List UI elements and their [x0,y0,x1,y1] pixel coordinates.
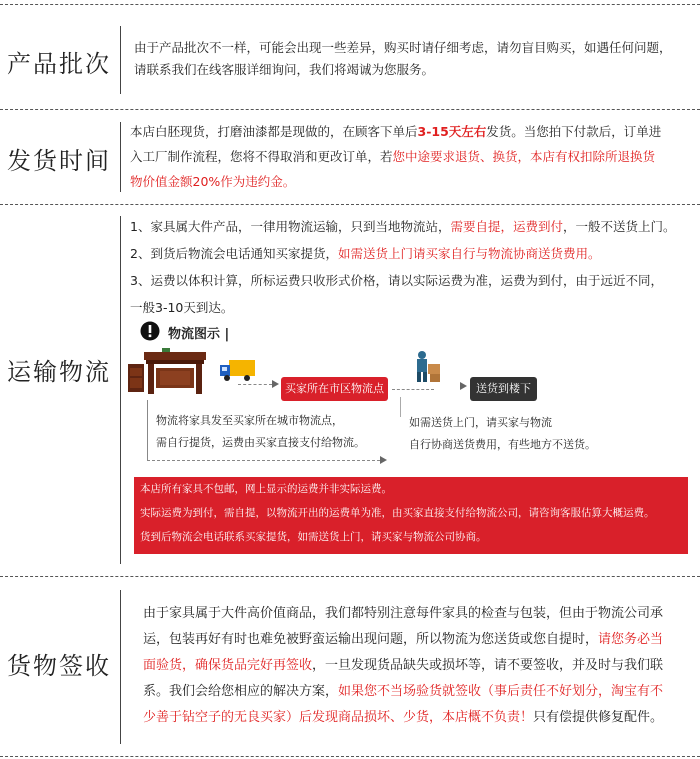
bracket-line [400,397,401,417]
furniture-image [126,346,210,400]
text-line [140,501,688,525]
section-label-batch: 产品批次 [7,50,111,78]
highlight-segment: 如果您不当场验货就签收（事后责任不好划分，淘宝有不 [338,684,664,699]
text-line [130,144,695,169]
text-line [130,119,695,144]
signing-paragraph [143,601,693,731]
arrow-head [380,456,387,464]
highlight-segment: 您中途要求退货、换货，本店有权扣除所退换货 [392,149,656,164]
text-segment: ，一旦发现货品缺失或损坏等，请不要签收，并及时与我们联 [312,658,664,673]
divider [120,122,121,192]
text-segment: 请联系我们在线客服详细询问，我们将竭诚为您服务。 [134,62,435,77]
text-segment: 发货。当您拍下付款后，订单进 [486,124,662,139]
text-line [143,679,693,705]
section-label-logistics: 运输物流 [7,358,111,386]
highlight-segment: 面验货，确保货品完好再签收 [143,658,313,673]
shipping-notice-box [134,477,688,554]
note-left-line: 需自行提货，运费由买家直接支付给物流。 [156,436,365,449]
text-line [143,705,693,731]
highlight-segment: 物价值金额20%作为违约金。 [130,174,296,189]
note-right [409,412,596,456]
section-label-shipping-time: 发货时间 [7,147,111,175]
highlight-segment: 需要自提，运费到付 [450,219,563,234]
highlight-segment: 3-15天左右 [417,124,487,139]
separator [0,576,700,577]
shipping-time-paragraph [130,119,695,194]
text-line [143,601,693,627]
text-segment: 3、运费以体积计算，所标运费只收形式价格，请以实际运费为准，运费为到付，由于远近不同， [130,273,663,288]
flow-arrow [238,384,272,385]
divider [120,590,121,744]
text-line [130,267,695,294]
highlight-segment: 少善于钻空子的无良买家）后发现商品损坏、少货，本店概不负责！ [143,710,534,725]
text-line [130,240,695,267]
text-line [134,37,694,59]
text-line [130,294,695,321]
text-line [130,169,695,194]
note-right-line: 自行协商送货费用，有些地方不送货。 [409,438,596,451]
delivery-man-icon [410,350,444,384]
step-pickup-point: 买家所在市区物流点 [281,377,388,401]
highlight-segment: 如需送货上门请买家自行与物流协商送货费用。 [337,246,601,261]
text-line [143,627,693,653]
section-label-signing: 货物签收 [7,652,111,680]
logistics-paragraph [130,213,695,321]
note-left [156,410,365,454]
separator [0,204,700,205]
note-right-line: 如需送货上门，请买家与物流 [409,416,552,429]
arrow-head [460,382,467,390]
text-segment: 入工厂制作流程，您将不得取消和更改订单，若 [130,149,393,164]
text-segment: 运，包装再好有时也难免被野蛮运输出现问题，所以物流为您送货或您自提时， [143,632,599,647]
text-segment: 由于产品批次不一样，可能会出现一些差异，购买时请仔细考虑，请勿盲目购买，如遇任何问题， [134,40,672,55]
text-line [143,653,693,679]
text-line [140,477,688,501]
alert-icon [140,321,160,341]
text-segment: 货到后物流会电话联系买家提货，如需送货上门，请买家与物流公司协商。 [140,531,487,543]
divider [120,216,121,564]
text-line [130,213,695,240]
text-segment: 系。我们会给您相应的解决方案， [143,684,339,699]
flow-arrow [392,389,434,390]
text-segment: 2、到货后物流会电话通知买家提货， [130,246,338,261]
arrow-head [272,380,279,388]
bracket-arrow [147,460,380,461]
text-line [140,525,688,549]
text-segment: ，一般不送货上门。 [562,219,676,234]
text-segment: 实际运费为到付 [140,507,214,519]
separator [0,109,700,110]
separator [0,4,700,5]
divider [120,26,121,94]
text-segment: 本店所有家具不包邮，网上显示的运费并非实际运费。 [140,483,392,495]
text-segment: 只有偿提供修复配件。 [533,710,664,725]
diagram-title: 物流图示 | [168,327,230,342]
truck-icon [219,356,257,384]
note-left-line: 物流将家具发至买家所在城市物流点， [156,414,343,427]
text-segment: ，需自提，以物流开出的运费单为准，由买家直接支付给物流公司，请咨询客服估算大概运费。 [213,507,655,519]
text-segment: 1、家具属大件产品，一律用物流运输，只到当地物流站， [130,219,451,234]
text-segment: 由于家具属于大件高价值商品，我们都特别注意每件家具的检查与包装，但由于物流公司承 [143,606,664,621]
separator [0,756,700,757]
batch-paragraph [134,37,694,81]
text-segment: 本店白胚现货，打磨油漆都是现做的，在顾客下单后 [130,124,418,139]
step-door-delivery: 送货到楼下 [470,377,537,401]
text-segment: 一般3-10天到达。 [130,300,234,315]
highlight-segment: 请您务必当 [598,632,664,647]
text-line [134,59,694,81]
bracket-line [147,400,148,460]
